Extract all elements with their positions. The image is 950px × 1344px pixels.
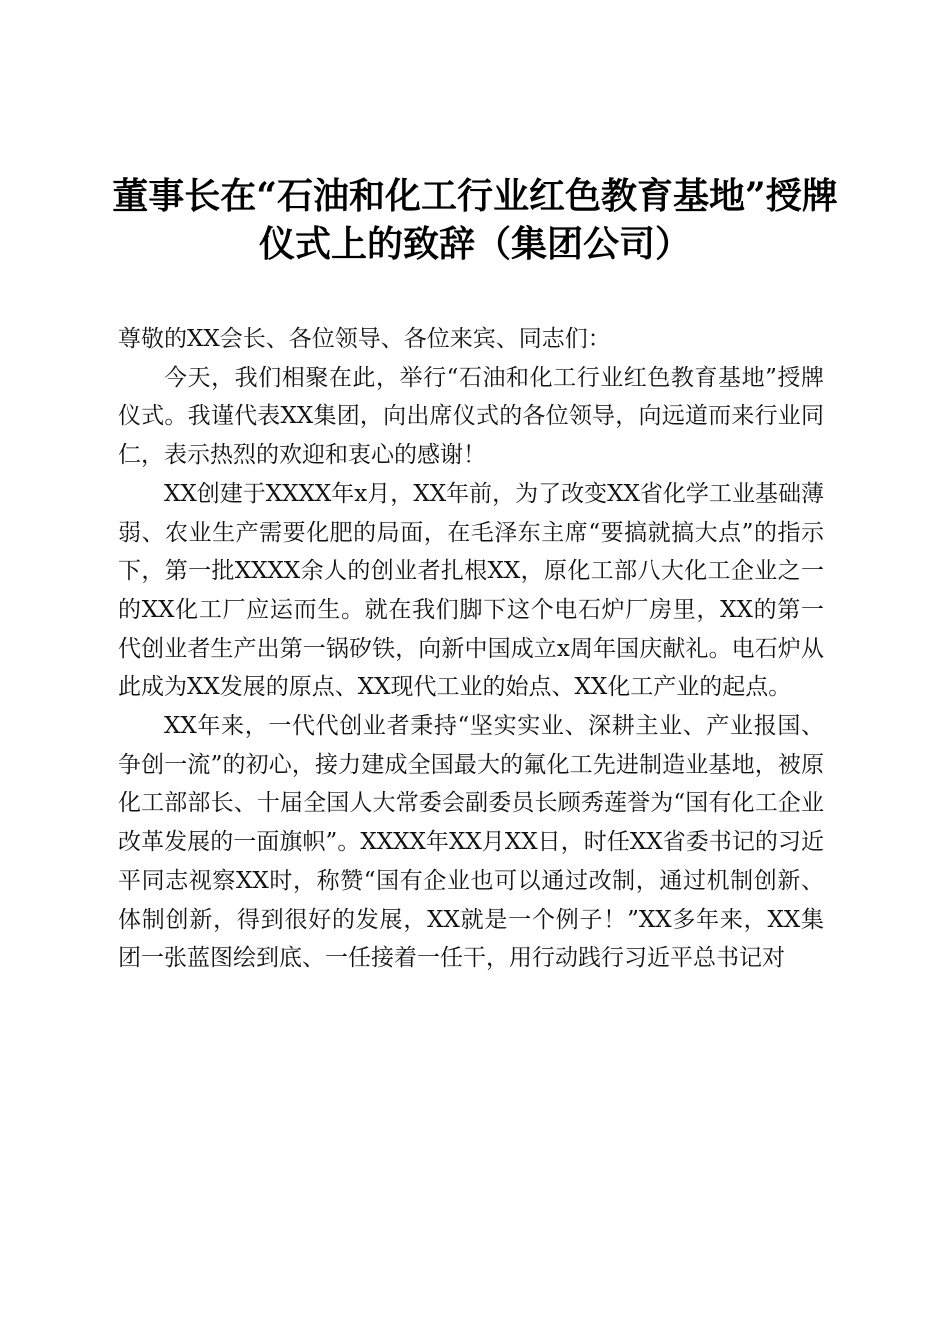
paragraph-history: XX创建于XXXX年x月，XX年前，为了改变XX省化学工业基础薄弱、农业生产需要化肥的局面，在毛泽东主席“要搞就搞大点”的指示下，第一批XXXX余人的创业者扎根XX，原化工部八大化工企业之一的XX化工厂应运而生。就在我们脚下这个电石炉厂房里，XX的第一代创业者生产出第一锅矽铁，向新中国成立x周年国庆献礼。电石炉从此成为XX发展的原点、XX现代工业的始点、XX化工产业的起点。 — [118, 480, 824, 701]
paragraph-development: XX年来，一代代创业者秉持“坚实实业、深耕主业、产业报国、争创一流”的初心，接力建成全国最大的氟化工先进制造业基地，被原化工部部长、十届全国人大常委会副委员长顾秀莲誉为“国有化工企业改革发展的一面旗帜”。XXXX年XX月XX日，时任XX省委书记的习近平同志视察XX时，称赞“国有企业也可以通过改制，通过机制创新、体制创新，得到很好的发展，XX就是一个例子！”XX多年来，XX集团一张蓝图绘到底、一任接着一任干，用行动践行习近平总书记对 — [118, 713, 824, 972]
paragraph-opening: 今天，我们相聚在此，举行“石油和化工行业红色教育基地”授牌仪式。我谨代表XX集团，向出席仪式的各位领导，向远道而来行业同仁，表示热烈的欢迎和衷心的感谢！ — [118, 364, 824, 469]
salutation: 尊敬的XX会长、各位领导、各位来宾、同志们： — [118, 326, 611, 352]
document-title: 董事长在“石油和化工行业红色教育基地”授牌仪式上的致辞（集团公司） — [112, 175, 838, 265]
document-body — [118, 320, 824, 978]
